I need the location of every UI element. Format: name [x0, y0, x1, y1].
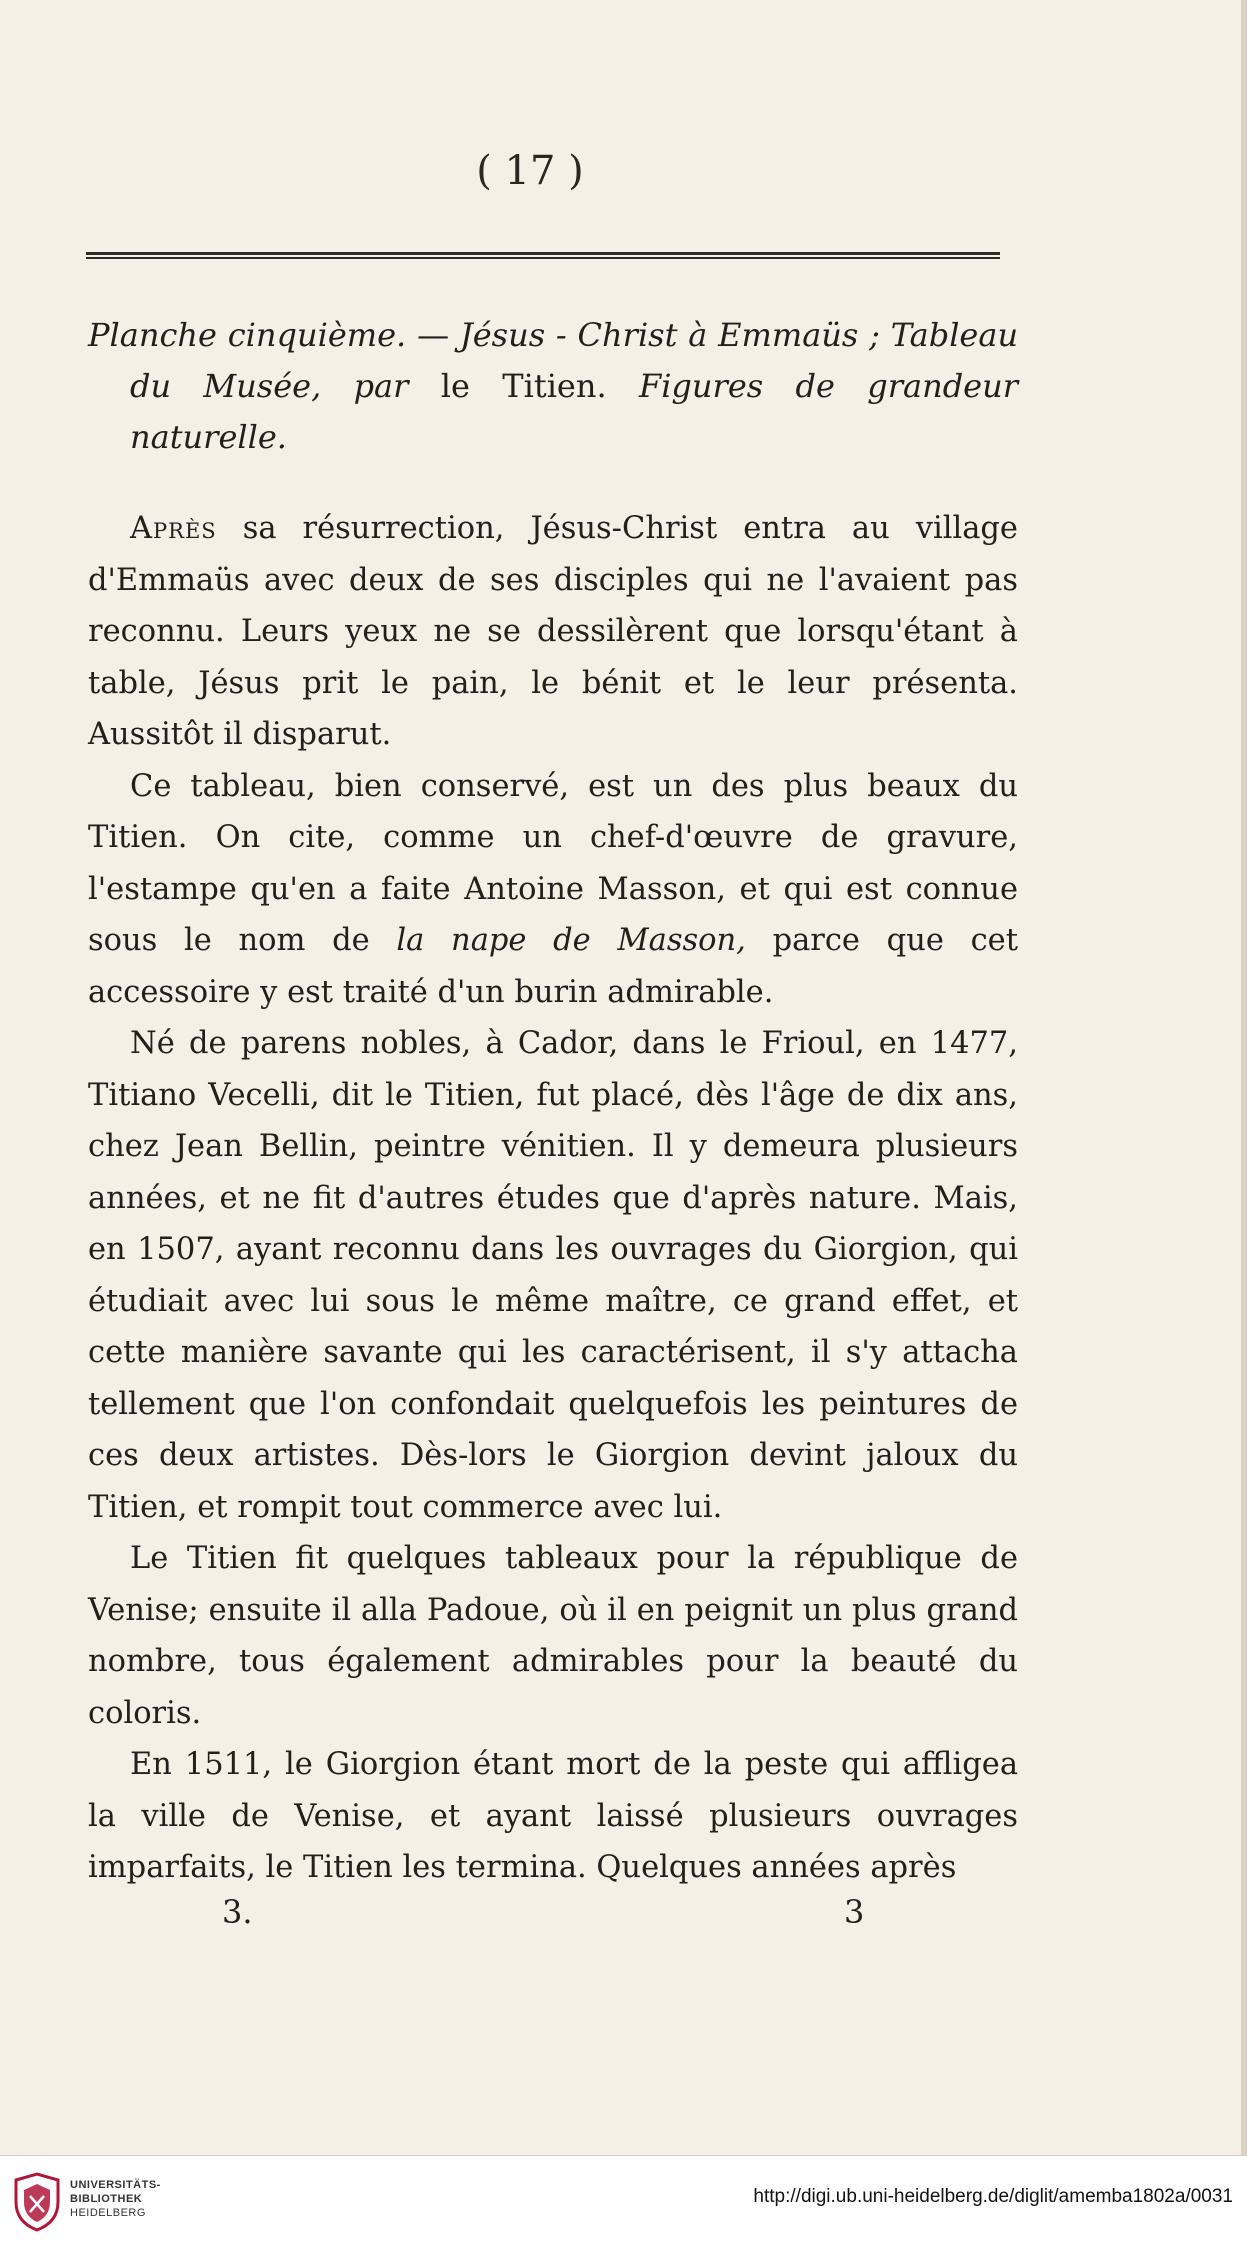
caption-subject: Jésus - Christ à Emmaüs ;	[459, 316, 880, 354]
paragraph-1-lead: Après	[130, 511, 217, 546]
caption-artist: le Titien.	[440, 367, 607, 405]
caption-size: Figures de grandeur naturelle.	[130, 367, 1019, 456]
page-number: ( 17 )	[476, 148, 584, 194]
caption-museum: Tableau du Musée, par	[130, 316, 1019, 405]
source-url-link[interactable]: http://digi.ub.uni-heidelberg.de/diglit/amemba1802a/0031	[753, 2186, 1233, 2207]
paragraph-2-text-a: Ce tableau, bien conservé, est un des plus beaux du Titien. On cite, comme un chef-d'œuvre de gravure, l'estampe qu'en a faite Antoine Masson, et qui est connue sous le nom de	[88, 768, 1018, 958]
paragraph-2	[88, 761, 1018, 1019]
university-seal-icon[interactable]	[12, 2172, 62, 2232]
caption-label: Planche cinquième.	[88, 316, 407, 354]
footer-bar	[0, 2155, 1247, 2247]
library-name-line-3: HEIDELBERG	[70, 2207, 146, 2219]
paragraph-1	[88, 503, 1018, 761]
page-body	[88, 310, 1018, 1894]
library-name	[70, 2178, 161, 2220]
signature-right: 3	[844, 1893, 865, 1931]
signature-marks	[0, 1893, 1247, 1943]
plate-caption	[88, 310, 1018, 463]
double-rule-divider	[86, 252, 1000, 259]
paragraph-5: En 1511, le Giorgion étant mort de la peste qui affligea la ville de Venise, et ayant laissé plusieurs ouvrages imparfaits, le Titien les termina. Quelques années après	[88, 1747, 1018, 1885]
library-name-line-2: BIBLIOTHEK	[70, 2193, 143, 2205]
library-name-line-1: UNIVERSITÄTS-	[70, 2179, 161, 2191]
caption-dash: —	[417, 316, 450, 354]
paragraph-4: Le Titien fit quelques tableaux pour la république de Venise; ensuite il alla Padoue, où il en peignit un plus grand nombre, tous également admirables pour la beauté du coloris.	[88, 1541, 1018, 1731]
paragraph-2-text-b: parce que cet accessoire y est traité d'un burin admirable.	[88, 923, 1018, 1010]
paragraph-2-italic: la nape de Masson,	[396, 923, 746, 958]
page-edge	[1241, 0, 1247, 2155]
signature-left: 3.	[222, 1893, 253, 1931]
paragraph-3: Né de parens nobles, à Cador, dans le Frioul, en 1477, Titiano Vecelli, dit le Titien, fut placé, dès l'âge de dix ans, chez Jean Bellin, peintre vénitien. Il y demeura plusieurs années, et ne fit d'autres études que d'après nature. Mais, en 1507, ayant reconnu dans les ouvrages du Giorgion, qui étudiait avec lui sous le même maître, ce grand effet, et cette manière savante qui les caractérisent, il s'y attacha tellement que l'on confondait quelquefois les peintures de ces deux artistes. Dès-lors le Giorgion devint jaloux du Titien, et rompit tout commerce avec lui.	[88, 1026, 1018, 1525]
paragraph-1-text: sa résurrection, Jésus-Christ entra au village d'Emmaüs avec deux de ses disciples qui ne l'avaient pas reconnu. Leurs yeux ne se dessilèrent que lorsqu'étant à table, Jésus prit le pain, le bénit et le leur présenta. Aussitôt il disparut.	[88, 511, 1018, 752]
